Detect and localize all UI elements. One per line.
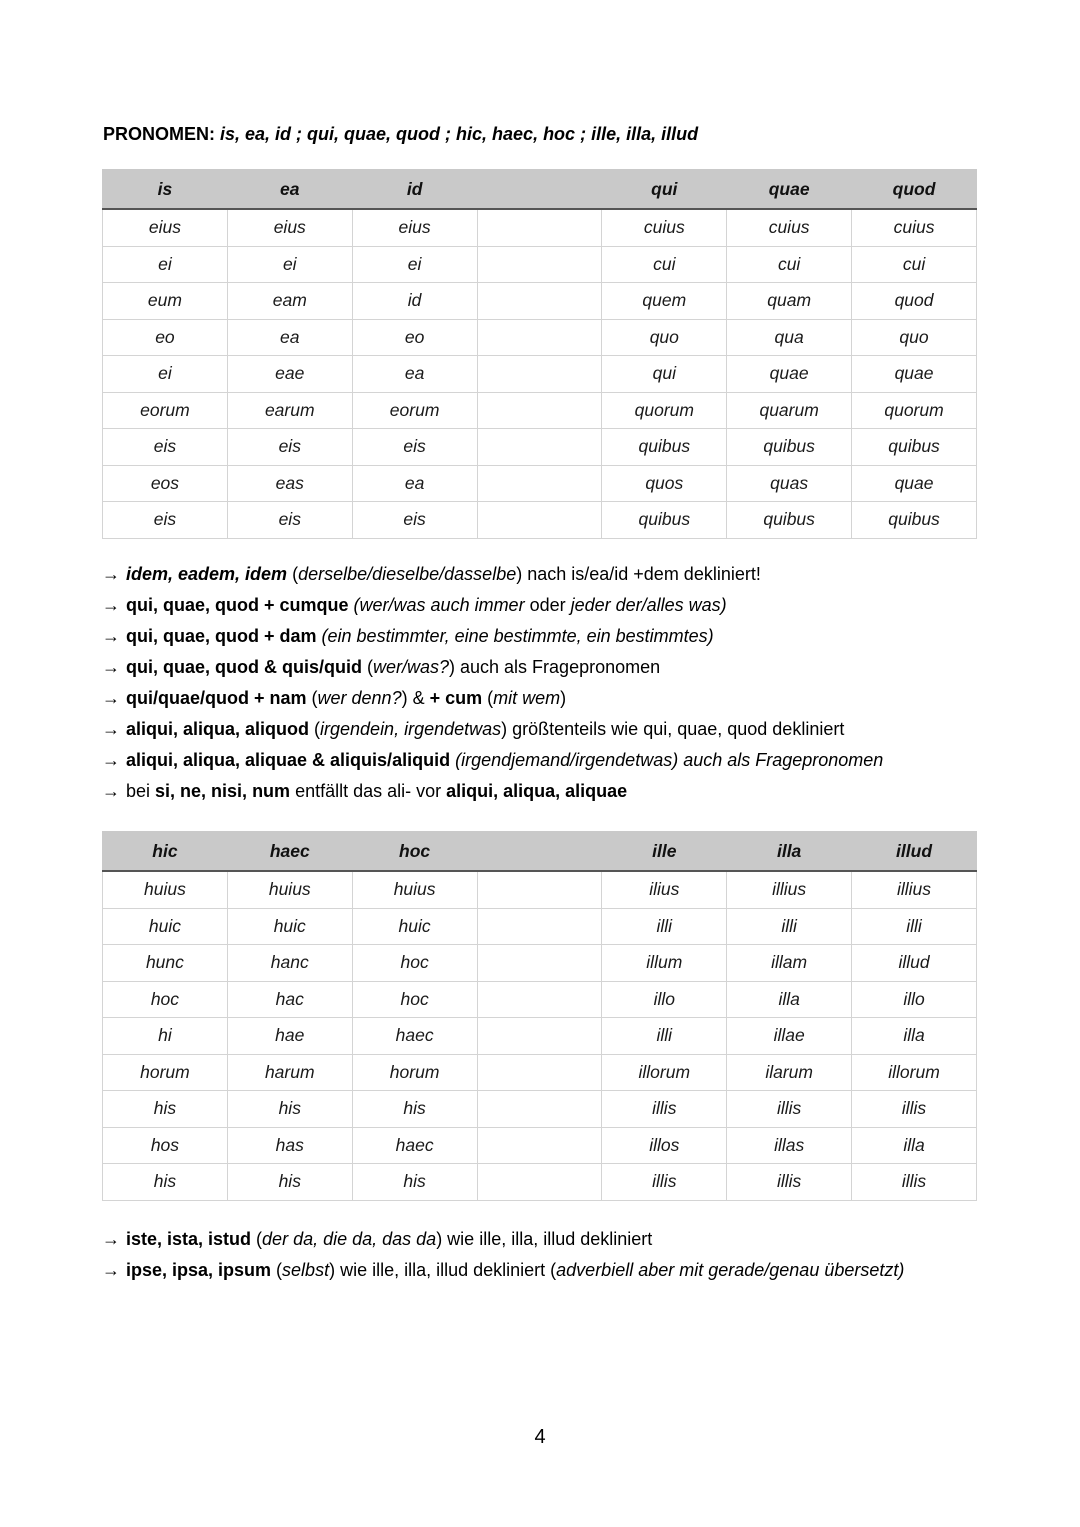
notes-iste-ipse bbox=[102, 1224, 904, 1286]
note-line bbox=[102, 621, 883, 652]
note-segment: qui, quae, quod + cumque bbox=[126, 595, 349, 615]
note-segment: ) größtenteils wie qui, quae, quod dekliniert bbox=[501, 719, 845, 739]
table-cell: quod bbox=[852, 283, 977, 320]
note-segment: bei bbox=[126, 781, 156, 801]
table-cell: eos bbox=[103, 465, 228, 502]
note-segment: jeder der/alles was) bbox=[570, 595, 727, 615]
table-cell: illae bbox=[727, 1018, 852, 1055]
table-cell bbox=[477, 465, 602, 502]
table-cell: cuius bbox=[852, 209, 977, 246]
note-segment: ) wie ille, illa, illud dekliniert ( bbox=[329, 1260, 557, 1280]
table-cell: cui bbox=[602, 246, 727, 283]
table-cell: illorum bbox=[852, 1054, 977, 1091]
table-cell: ilius bbox=[602, 871, 727, 908]
table-cell: eo bbox=[352, 319, 477, 356]
table-cell: eorum bbox=[352, 392, 477, 429]
table-cell: qui bbox=[602, 356, 727, 393]
arrow-icon: → bbox=[102, 1229, 120, 1249]
table-cell bbox=[477, 246, 602, 283]
table-cell bbox=[477, 283, 602, 320]
note-segment: iste, ista, istud bbox=[126, 1229, 252, 1249]
table-cell: hoc bbox=[352, 981, 477, 1018]
table-cell: illas bbox=[727, 1127, 852, 1164]
table-cell: eis bbox=[227, 502, 352, 539]
page-title bbox=[103, 124, 698, 145]
table-row bbox=[103, 871, 977, 908]
table-cell: quibus bbox=[602, 502, 727, 539]
table-cell: eius bbox=[103, 209, 228, 246]
note-segment: wer/was? bbox=[372, 657, 450, 677]
note-segment: ) wie ille, illa, illud dekliniert bbox=[436, 1229, 653, 1249]
table-cell: eam bbox=[227, 283, 352, 320]
title-pronouns: is, ea, id ; qui, quae, quod ; hic, haec, hoc ; ille, illa, illud bbox=[220, 124, 699, 144]
table-cell: illos bbox=[602, 1127, 727, 1164]
table-cell: quem bbox=[602, 283, 727, 320]
table-cell: illa bbox=[852, 1127, 977, 1164]
table-cell: huic bbox=[227, 908, 352, 945]
title-label: PRONOMEN: bbox=[103, 124, 215, 144]
note-segment: (irgendjemand/irgendetwas) auch als Fragepronomen bbox=[455, 750, 884, 770]
table-header-row bbox=[103, 832, 977, 872]
note-segment: + cum bbox=[429, 688, 483, 708]
table-cell: his bbox=[352, 1164, 477, 1201]
column-header bbox=[477, 832, 602, 872]
table-cell: eis bbox=[352, 502, 477, 539]
table-cell: huius bbox=[352, 871, 477, 908]
table-row bbox=[103, 981, 977, 1018]
note-segment: adverbiell aber mit gerade/genau übersetzt) bbox=[556, 1260, 905, 1280]
note-segment: ( bbox=[271, 1260, 283, 1280]
table-cell: harum bbox=[227, 1054, 352, 1091]
table-cell: cuius bbox=[602, 209, 727, 246]
table-cell bbox=[477, 429, 602, 466]
table-row bbox=[103, 1054, 977, 1091]
table-cell: ilarum bbox=[727, 1054, 852, 1091]
table-cell: ei bbox=[103, 246, 228, 283]
table-cell: quas bbox=[727, 465, 852, 502]
note-segment: si, ne, nisi, num bbox=[155, 781, 291, 801]
table-cell: haec bbox=[352, 1018, 477, 1055]
table-cell: eis bbox=[227, 429, 352, 466]
table-cell: eo bbox=[103, 319, 228, 356]
table-cell: quibus bbox=[852, 502, 977, 539]
table-cell: illam bbox=[727, 945, 852, 982]
arrow-icon: → bbox=[102, 564, 120, 584]
table-cell: huius bbox=[227, 871, 352, 908]
table-cell bbox=[477, 908, 602, 945]
note-line bbox=[102, 652, 883, 683]
note-segment: ( bbox=[482, 688, 494, 708]
table-cell: eis bbox=[352, 429, 477, 466]
note-segment: (wer/was auch immer bbox=[353, 595, 525, 615]
arrow-icon: → bbox=[102, 1260, 120, 1280]
table-cell bbox=[477, 1018, 602, 1055]
table-cell: ea bbox=[352, 465, 477, 502]
table-cell: hae bbox=[227, 1018, 352, 1055]
table-cell: has bbox=[227, 1127, 352, 1164]
note-line bbox=[102, 776, 883, 807]
table-cell: quibus bbox=[602, 429, 727, 466]
table-cell: quorum bbox=[602, 392, 727, 429]
table-cell: eum bbox=[103, 283, 228, 320]
note-line bbox=[102, 590, 883, 621]
table-cell: illud bbox=[852, 945, 977, 982]
table-cell: horum bbox=[103, 1054, 228, 1091]
table-cell bbox=[477, 209, 602, 246]
note-segment: mit wem bbox=[493, 688, 561, 708]
table-cell: illorum bbox=[602, 1054, 727, 1091]
note-segment: ) auch als Fragepronomen bbox=[449, 657, 661, 677]
note-segment: aliqui, aliqua, aliquae & aliquis/aliquid bbox=[126, 750, 451, 770]
table-row bbox=[103, 1127, 977, 1164]
table-cell: ei bbox=[103, 356, 228, 393]
table-cell: illi bbox=[602, 1018, 727, 1055]
arrow-icon: → bbox=[102, 688, 120, 708]
note-line bbox=[102, 559, 883, 590]
table-cell: eis bbox=[103, 429, 228, 466]
note-segment: qui, quae, quod + dam bbox=[126, 626, 317, 646]
table-cell: quae bbox=[727, 356, 852, 393]
table-cell: illum bbox=[602, 945, 727, 982]
table-cell: illo bbox=[852, 981, 977, 1018]
column-header: qui bbox=[602, 170, 727, 210]
note-segment: derselbe/dieselbe/dasselbe bbox=[298, 564, 517, 584]
note-segment: selbst bbox=[282, 1260, 330, 1280]
table-cell: quam bbox=[727, 283, 852, 320]
table-cell: hoc bbox=[103, 981, 228, 1018]
table-cell: his bbox=[352, 1091, 477, 1128]
column-header: hic bbox=[103, 832, 228, 872]
table-row bbox=[103, 392, 977, 429]
table-cell bbox=[477, 319, 602, 356]
table-row bbox=[103, 246, 977, 283]
table-cell: hi bbox=[103, 1018, 228, 1055]
table-cell: cuius bbox=[727, 209, 852, 246]
table-row bbox=[103, 356, 977, 393]
table-cell: illis bbox=[852, 1091, 977, 1128]
note-line bbox=[102, 745, 883, 776]
table-cell bbox=[477, 502, 602, 539]
table-row bbox=[103, 465, 977, 502]
note-segment: ) & bbox=[401, 688, 430, 708]
table-row bbox=[103, 209, 977, 246]
notes-qui-variants bbox=[102, 559, 883, 807]
table-cell: quarum bbox=[727, 392, 852, 429]
declension-table-hic-ille bbox=[102, 831, 977, 1201]
table-cell bbox=[477, 1054, 602, 1091]
column-header: haec bbox=[227, 832, 352, 872]
table-cell: his bbox=[227, 1091, 352, 1128]
note-segment: ( bbox=[306, 688, 318, 708]
table-cell: haec bbox=[352, 1127, 477, 1164]
table-cell bbox=[477, 981, 602, 1018]
table-cell: ei bbox=[352, 246, 477, 283]
arrow-icon: → bbox=[102, 781, 120, 801]
table-cell: quae bbox=[852, 465, 977, 502]
arrow-icon: → bbox=[102, 595, 120, 615]
table-cell: cui bbox=[727, 246, 852, 283]
arrow-icon: → bbox=[102, 719, 120, 739]
arrow-icon: → bbox=[102, 750, 120, 770]
table-cell: quibus bbox=[727, 429, 852, 466]
note-segment: aliqui, aliqua, aliquod bbox=[126, 719, 310, 739]
table-row bbox=[103, 283, 977, 320]
note-segment: qui/quae/quod + nam bbox=[126, 688, 307, 708]
table-cell: hanc bbox=[227, 945, 352, 982]
column-header: ille bbox=[602, 832, 727, 872]
table-cell bbox=[477, 1091, 602, 1128]
note-segment: ( bbox=[251, 1229, 263, 1249]
table-cell bbox=[477, 1127, 602, 1164]
table-row bbox=[103, 1164, 977, 1201]
page-number: 4 bbox=[534, 1426, 546, 1448]
note-segment: ( bbox=[309, 719, 321, 739]
table-cell: illis bbox=[727, 1091, 852, 1128]
arrow-icon: → bbox=[102, 657, 120, 677]
note-segment: ( bbox=[361, 657, 373, 677]
column-header: is bbox=[103, 170, 228, 210]
note-segment: (ein bestimmter, eine bestimmte, ein bestimmtes) bbox=[321, 626, 714, 646]
table-cell: hos bbox=[103, 1127, 228, 1164]
column-header: illa bbox=[727, 832, 852, 872]
note-line bbox=[102, 1255, 904, 1286]
table-cell: eis bbox=[103, 502, 228, 539]
note-segment: der da, die da, das da bbox=[262, 1229, 437, 1249]
note-segment: wer denn? bbox=[317, 688, 402, 708]
table-cell: ei bbox=[227, 246, 352, 283]
table-cell: quae bbox=[852, 356, 977, 393]
table-cell: eae bbox=[227, 356, 352, 393]
table-cell bbox=[477, 356, 602, 393]
column-header: ea bbox=[227, 170, 352, 210]
table-cell: hac bbox=[227, 981, 352, 1018]
table-row bbox=[103, 945, 977, 982]
table-row bbox=[103, 1018, 977, 1055]
note-segment: idem, eadem, idem bbox=[126, 564, 288, 584]
table-cell: his bbox=[227, 1164, 352, 1201]
table-cell: illis bbox=[852, 1164, 977, 1201]
table-cell: eius bbox=[352, 209, 477, 246]
table-cell: earum bbox=[227, 392, 352, 429]
table-header-row bbox=[103, 170, 977, 210]
column-header: id bbox=[352, 170, 477, 210]
table-cell: hoc bbox=[352, 945, 477, 982]
table-cell: quo bbox=[852, 319, 977, 356]
note-segment: ) nach is/ea/id +dem dekliniert! bbox=[516, 564, 761, 584]
table-cell: quorum bbox=[852, 392, 977, 429]
table-cell: illa bbox=[852, 1018, 977, 1055]
table-row bbox=[103, 502, 977, 539]
column-header: quae bbox=[727, 170, 852, 210]
table-cell bbox=[477, 1164, 602, 1201]
table-cell bbox=[477, 392, 602, 429]
note-segment: ) bbox=[560, 688, 567, 708]
note-segment: entfällt das ali- vor bbox=[290, 781, 447, 801]
column-header bbox=[477, 170, 602, 210]
note-segment: ( bbox=[287, 564, 299, 584]
column-header: illud bbox=[852, 832, 977, 872]
table-cell: ea bbox=[227, 319, 352, 356]
table-cell: illi bbox=[852, 908, 977, 945]
table-cell: illo bbox=[602, 981, 727, 1018]
table-cell: illis bbox=[602, 1164, 727, 1201]
table-cell: his bbox=[103, 1091, 228, 1128]
note-segment: aliqui, aliqua, aliquae bbox=[446, 781, 628, 801]
note-segment: ipse, ipsa, ipsum bbox=[126, 1260, 272, 1280]
note-segment: oder bbox=[524, 595, 571, 615]
note-line bbox=[102, 714, 883, 745]
table-cell bbox=[477, 871, 602, 908]
table-cell: id bbox=[352, 283, 477, 320]
table-cell: huius bbox=[103, 871, 228, 908]
table-cell: hunc bbox=[103, 945, 228, 982]
table-cell: huic bbox=[103, 908, 228, 945]
table-row bbox=[103, 319, 977, 356]
table-cell: eas bbox=[227, 465, 352, 502]
table-cell: ea bbox=[352, 356, 477, 393]
arrow-icon: → bbox=[102, 626, 120, 646]
declension-table-is-qui bbox=[102, 169, 977, 539]
column-header: quod bbox=[852, 170, 977, 210]
table-cell bbox=[477, 945, 602, 982]
table-cell: quo bbox=[602, 319, 727, 356]
table-cell: illi bbox=[727, 908, 852, 945]
table-cell: illis bbox=[727, 1164, 852, 1201]
table-cell: illius bbox=[727, 871, 852, 908]
table-row bbox=[103, 908, 977, 945]
table-cell: eorum bbox=[103, 392, 228, 429]
table-cell: illis bbox=[602, 1091, 727, 1128]
table-cell: huic bbox=[352, 908, 477, 945]
table-cell: quos bbox=[602, 465, 727, 502]
note-line bbox=[102, 683, 883, 714]
table-cell: illi bbox=[602, 908, 727, 945]
table-cell: eius bbox=[227, 209, 352, 246]
table-cell: quibus bbox=[852, 429, 977, 466]
table-cell: quibus bbox=[727, 502, 852, 539]
table-row bbox=[103, 1091, 977, 1128]
note-line bbox=[102, 1224, 904, 1255]
table-row bbox=[103, 429, 977, 466]
table-cell: illius bbox=[852, 871, 977, 908]
table-cell: cui bbox=[852, 246, 977, 283]
table-cell: qua bbox=[727, 319, 852, 356]
table-cell: illa bbox=[727, 981, 852, 1018]
table-cell: horum bbox=[352, 1054, 477, 1091]
note-segment: qui, quae, quod & quis/quid bbox=[126, 657, 362, 677]
note-segment: irgendein, irgendetwas bbox=[320, 719, 502, 739]
column-header: hoc bbox=[352, 832, 477, 872]
table-cell: his bbox=[103, 1164, 228, 1201]
